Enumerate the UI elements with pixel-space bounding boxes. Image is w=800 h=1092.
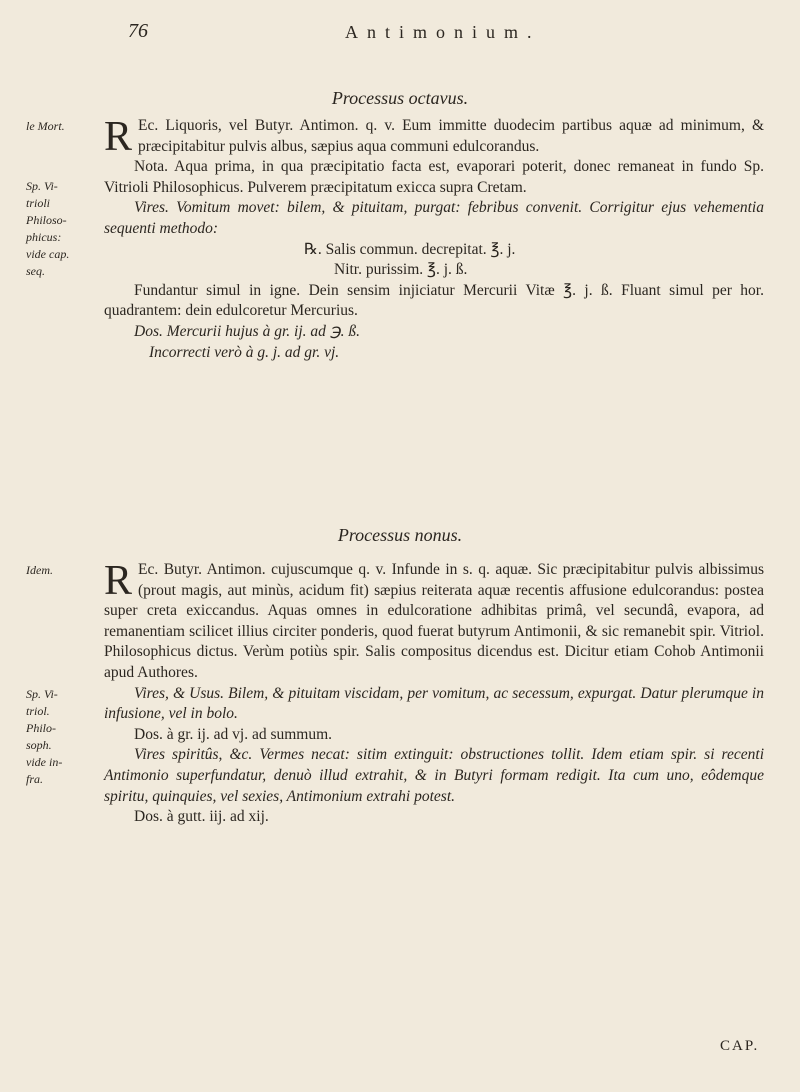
paragraph: Vires. Vomitum movet: bilem, & pituitam, purgat: febribus convenit. Corrigitur ejus vehementia sequenti methodo:: [104, 199, 764, 237]
drop-cap: R: [104, 114, 133, 160]
paragraph: Vires, & Usus. Bilem, & pituitam viscidam, per vomitum, ac secessum, expurgat. Datur plerumque in infusione, vel in bolo.: [104, 684, 764, 723]
recipe-line: ℞. Salis commun. decrepitat. ℥. j.: [304, 240, 516, 258]
paragraph: Nota. Aqua prima, in qua præcipitatio facta est, evaporari poterit, donec remaneat in fundo Sp. Vitrioli Philosophicus. Pulverem præcipitatum exicca supra Cretam.: [104, 158, 764, 196]
dose-line: Dos. à gutt. iij. ad xij.: [134, 808, 269, 826]
section-title-octavus: Processus octavus.: [331, 88, 469, 108]
dose-line: Dos. Mercurii hujus à gr. ij. ad ℈. ß.: [134, 322, 360, 340]
page-number: 76: [128, 20, 148, 42]
margin-note-block: Sp. Vi- triol. Philo- soph. vide in- fra.: [26, 687, 63, 786]
paragraph: R Ec. Liquoris, vel Butyr. Antimon. q. v. Eum immitte duodecim partibus aquæ ad minimum, & præcipitabitur pulvis albus, sæpius aqua communi edulcorandus.: [104, 114, 764, 160]
drop-cap: R: [104, 558, 133, 604]
margin-note-author: le Mort.: [26, 119, 65, 133]
section-body-nonus: [104, 560, 764, 828]
catchword: CAP.: [720, 1038, 760, 1054]
section-body-octavus: [104, 116, 764, 363]
paragraph: Vires spiritûs, &c. Vermes necat: sitim extinguit: obstructiones tollit. Idem etiam spir. si recenti Antimonio superfundatur, denuò illud extrahit, & in Butyri formam redigit. Ita cum uno, eôdemque spiritu, quinquies, vel sexies, Antimonium extrahi potest.: [104, 746, 764, 805]
dose-line: Dos. à gr. ij. ad vj. ad summum.: [134, 725, 333, 743]
running-head: Antimonium.: [345, 22, 541, 42]
section-title-nonus: Processus nonus.: [337, 525, 463, 545]
page-header: [0, 20, 800, 50]
paragraph: Fundantur simul in igne. Dein sensim injiciatur Mercurii Vitæ ℥. j. ß. Fluant simul per hor. quadrantem: dein edulcoretur Mercurius.: [104, 281, 764, 320]
paragraph: R Ec. Butyr. Antimon. cujuscumque q. v. Infunde in s. q. aquæ. Sic præcipitabitur pulvis albissimus (prout magis, aut minùs, acidum fit) sæpius reiterata aquæ recentis affusione edulcorandus: postea super creta exiccandus. Aquas omnes in edulcoratione adhibitas primâ, vel secundâ, evapora, ad remanentiam scilicet illius circiter ponderis, quod fuerat butyrum Antimonii, & sic remanebit spir. Vitriol. Philosophicus dictus. Verùm potiùs spir. Salis compositus dicendus est. Dicitur etiam Cohob Antimonii apud Authores.: [104, 558, 764, 681]
recipe-line: Nitr. purissim. ℥. j. ß.: [334, 261, 468, 279]
margin-note-idem: Idem.: [26, 563, 53, 577]
margin-note-block: Sp. Vi- trioli Philoso- phicus: vide cap. seq.: [26, 179, 70, 278]
dose-line: Incorrecti verò à g. j. ad gr. vj.: [149, 343, 340, 361]
